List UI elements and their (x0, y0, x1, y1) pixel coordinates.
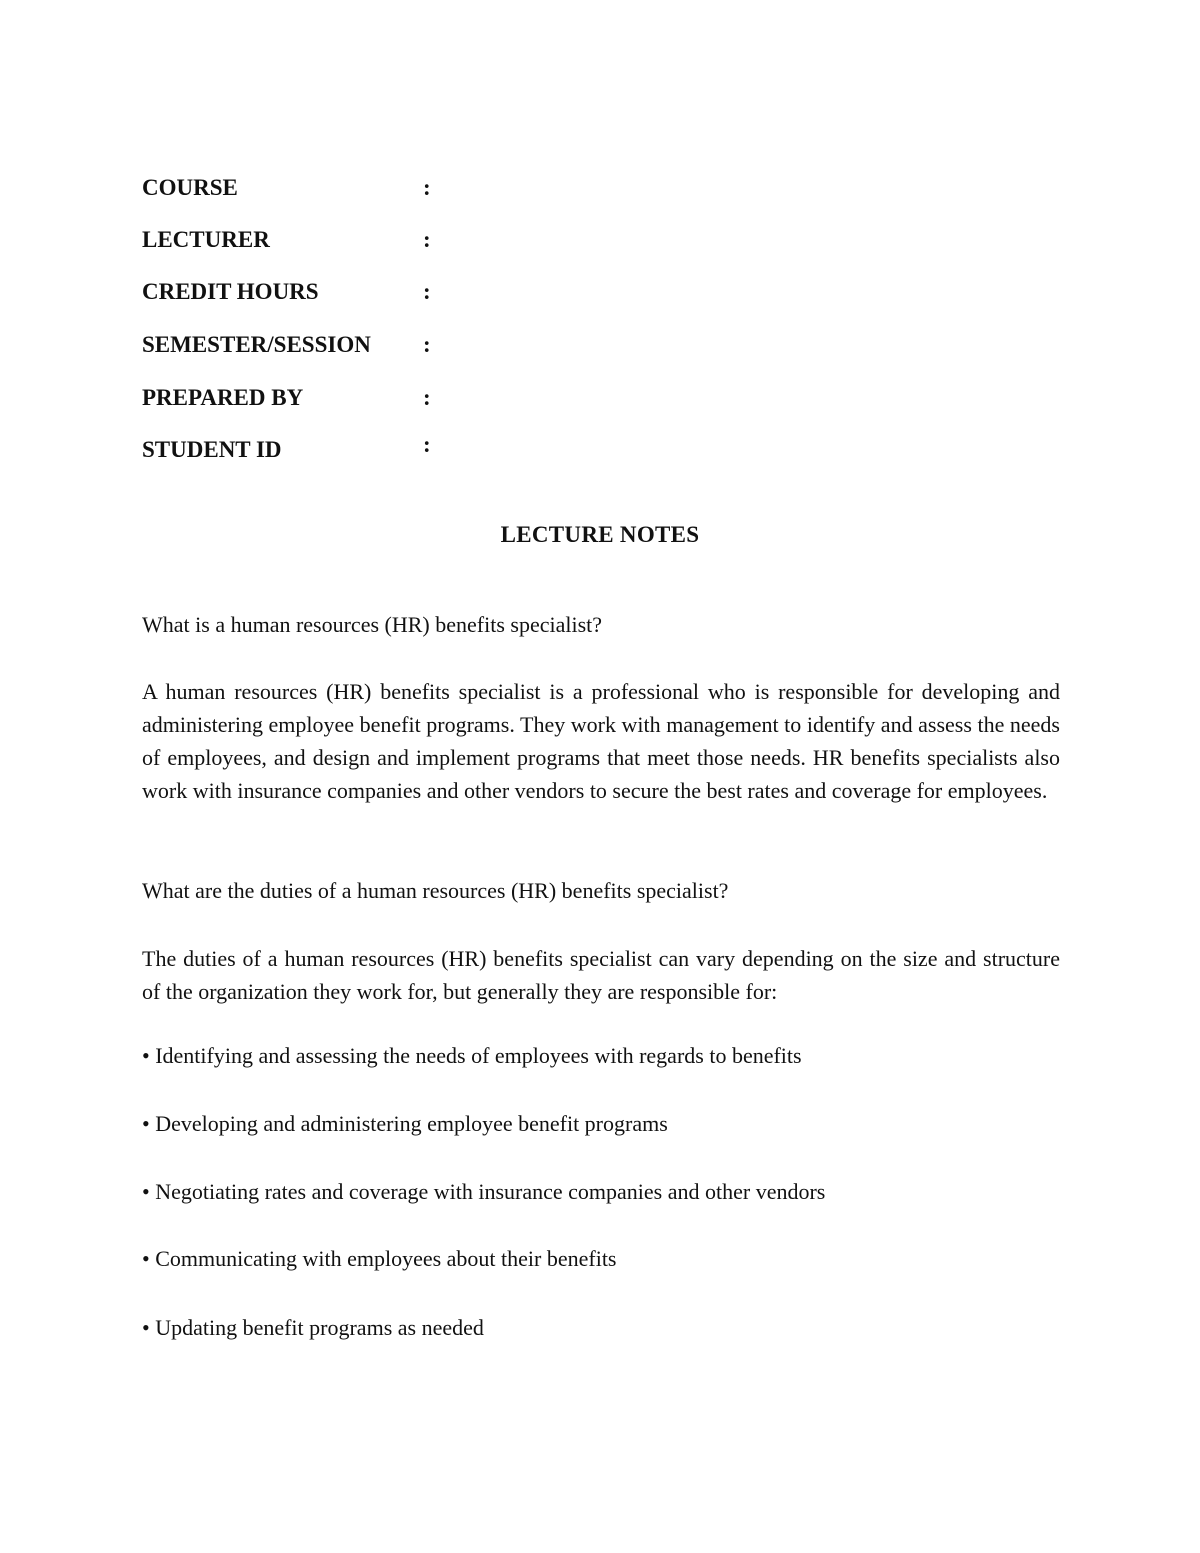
field-label-course: COURSE (142, 175, 238, 200)
field-label-credit-hours: CREDIT HOURS (142, 279, 319, 304)
field-colon-student-id: : (423, 432, 431, 457)
field-colon-semester-session: : (423, 332, 431, 357)
field-colon-course: : (423, 175, 431, 200)
duty-list-item: • Developing and administering employee benefit programs (142, 1111, 668, 1136)
duty-list-item: • Updating benefit programs as needed (142, 1315, 484, 1340)
field-label-semester-session: SEMESTER/SESSION (142, 332, 371, 357)
field-colon-prepared-by: : (423, 385, 431, 410)
answer-2-paragraph: The duties of a human resources (HR) benefits specialist can vary depending on the size and structure of the organization they work for, but generally they are responsible for: (142, 946, 1060, 1004)
answer-1-paragraph: A human resources (HR) benefits specialist is a professional who is responsible for developing and administering employee benefit programs. They work with management to identify and assess the needs of employees, and design and implement programs that meet those needs. HR benefits specialists also work with insurance companies and other vendors to secure the best rates and coverage for employees. (142, 679, 1060, 803)
field-colon-credit-hours: : (423, 279, 431, 304)
field-label-student-id: STUDENT ID (142, 437, 282, 462)
duty-list-item: • Negotiating rates and coverage with insurance companies and other vendors (142, 1179, 826, 1204)
field-label-lecturer: LECTURER (142, 227, 270, 252)
question-2: What are the duties of a human resources (HR) benefits specialist? (142, 878, 729, 903)
question-1: What is a human resources (HR) benefits specialist? (142, 612, 603, 637)
field-colon-lecturer: : (423, 227, 431, 252)
field-label-prepared-by: PREPARED BY (142, 385, 304, 410)
duty-list-item: • Communicating with employees about their benefits (142, 1246, 617, 1271)
duty-list-item: • Identifying and assessing the needs of employees with regards to benefits (142, 1043, 802, 1068)
lecture-notes-title: LECTURE NOTES (500, 522, 700, 547)
